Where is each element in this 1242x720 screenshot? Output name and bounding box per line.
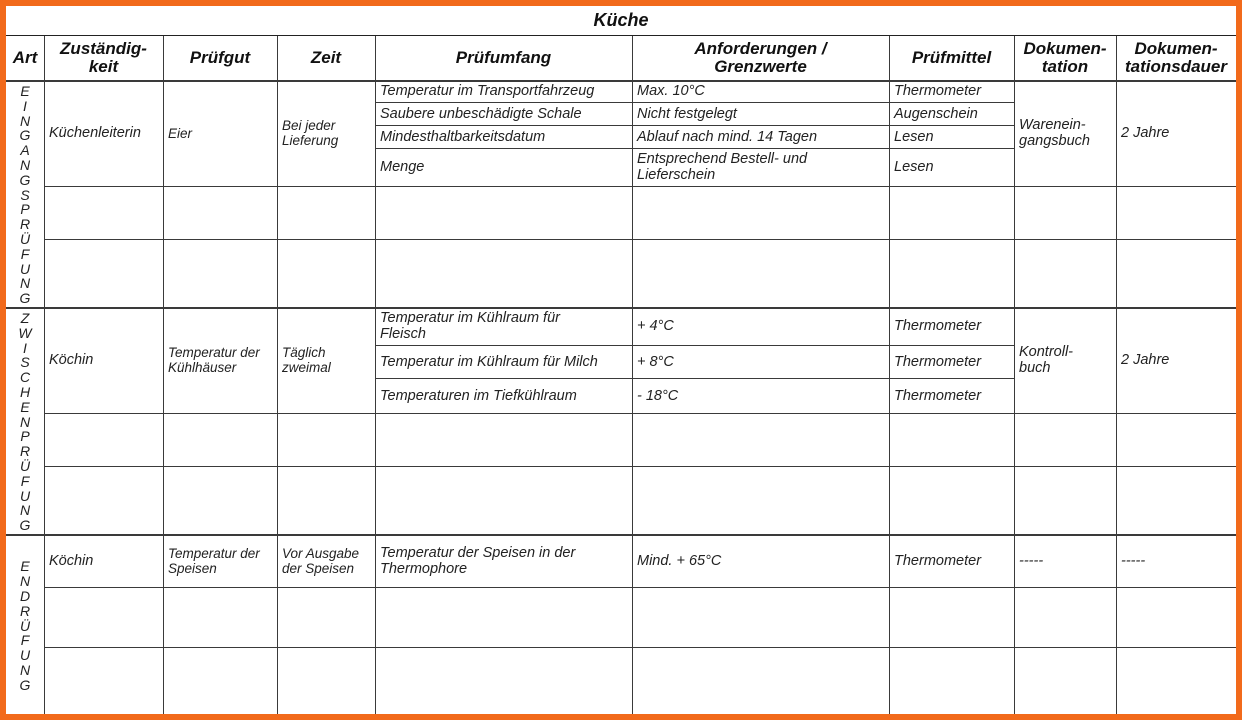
retention-cell: 2 Jahre: [1121, 125, 1170, 141]
table-title: Küche: [6, 5, 1236, 36]
grid-hline: [44, 587, 1236, 588]
retention-cell: 2 Jahre: [1121, 352, 1170, 368]
section-art-label: Z W I S C H E N P R Ü F U N G: [18, 310, 32, 534]
documentation-cell: Warenein- gangsbuch: [1019, 117, 1090, 149]
scope-cell: Temperatur im Transportfahrzeug: [380, 83, 595, 99]
scope-cell: Saubere unbeschädigte Schale: [380, 105, 582, 122]
test-item-cell: Temperatur der Kühlhäuser: [168, 345, 260, 375]
scope-cell: Mindesthaltbarkeitsdatum: [380, 128, 546, 145]
requirement-cell: + 4°C: [637, 318, 674, 334]
test-item-cell: Eier: [168, 125, 193, 141]
grid-vline: [44, 36, 45, 714]
grid-hline: [44, 466, 1236, 467]
header-art: Art: [12, 48, 38, 67]
requirement-cell: Max. 10°C: [637, 83, 705, 99]
responsible-cell: Köchin: [49, 552, 94, 569]
instrument-cell: Thermometer: [894, 318, 982, 334]
responsible-cell: Köchin: [49, 352, 94, 368]
grid-vline: [889, 36, 890, 714]
instrument-cell: Augenschein: [894, 105, 978, 122]
scope-cell: Temperatur der Speisen in der Thermophore: [380, 544, 576, 577]
retention-cell: -----: [1121, 552, 1146, 569]
instrument-cell: Thermometer: [894, 552, 982, 569]
requirement-cell: - 18°C: [637, 387, 679, 404]
test-item-cell: Temperatur der Speisen: [168, 545, 260, 576]
time-cell: Vor Ausgabe der Speisen: [282, 545, 360, 576]
grid-vline: [375, 36, 376, 714]
header-anforderungen: Anforderungen / Grenzwerte: [694, 39, 827, 76]
time-cell: Täglich zweimal: [282, 345, 331, 375]
scope-cell: Temperaturen im Tiefkühlraum: [380, 387, 577, 404]
header-dokumentation: Dokumen- tation: [1023, 39, 1107, 76]
requirement-cell: Ablauf nach mind. 14 Tagen: [637, 128, 818, 145]
requirement-cell: Entsprechend Bestell- und Lieferschein: [637, 151, 808, 183]
grid-vline: [163, 36, 164, 714]
instrument-cell: Thermometer: [894, 83, 982, 99]
grid-hline: [44, 413, 1236, 414]
grid-vline: [1014, 36, 1015, 714]
instrument-cell: Thermometer: [894, 353, 982, 370]
section-art-label: E I N G A N G S P R Ü F U N G: [19, 83, 31, 307]
time-cell: Bei jeder Lieferung: [282, 118, 339, 148]
instrument-cell: Lesen: [894, 159, 934, 175]
header-pruefgut: Prüfgut: [189, 48, 251, 67]
documentation-cell: -----: [1019, 552, 1044, 569]
header-pruefmittel: Prüfmittel: [911, 48, 992, 67]
instrument-cell: Lesen: [894, 128, 934, 145]
requirement-cell: Nicht festgelegt: [637, 105, 737, 122]
scope-cell: Temperatur im Kühlraum für Fleisch: [380, 310, 560, 342]
documentation-cell: Kontroll- buch: [1019, 344, 1073, 376]
header-zustaendigkeit: Zuständig- keit: [60, 39, 147, 76]
requirement-cell: + 8°C: [637, 353, 674, 370]
scope-cell: Menge: [380, 159, 425, 175]
instrument-cell: Thermometer: [894, 387, 982, 404]
responsible-cell: Küchenleiterin: [49, 125, 141, 141]
grid-vline: [1116, 36, 1117, 714]
header-zeit: Zeit: [310, 48, 342, 67]
header-dauer: Dokumen- tationsdauer: [1124, 39, 1228, 76]
grid-hline: [44, 186, 1236, 187]
grid-hline: [44, 239, 1236, 240]
section-art-label: E N D R Ü F U N G: [19, 558, 31, 693]
requirement-cell: Mind. + 65°C: [637, 552, 722, 569]
grid-hline: [44, 647, 1236, 648]
grid-vline: [632, 36, 633, 714]
scope-cell: Temperatur im Kühlraum für Milch: [380, 353, 598, 370]
grid-vline: [277, 36, 278, 714]
header-pruefumfang: Prüfumfang: [455, 48, 552, 67]
